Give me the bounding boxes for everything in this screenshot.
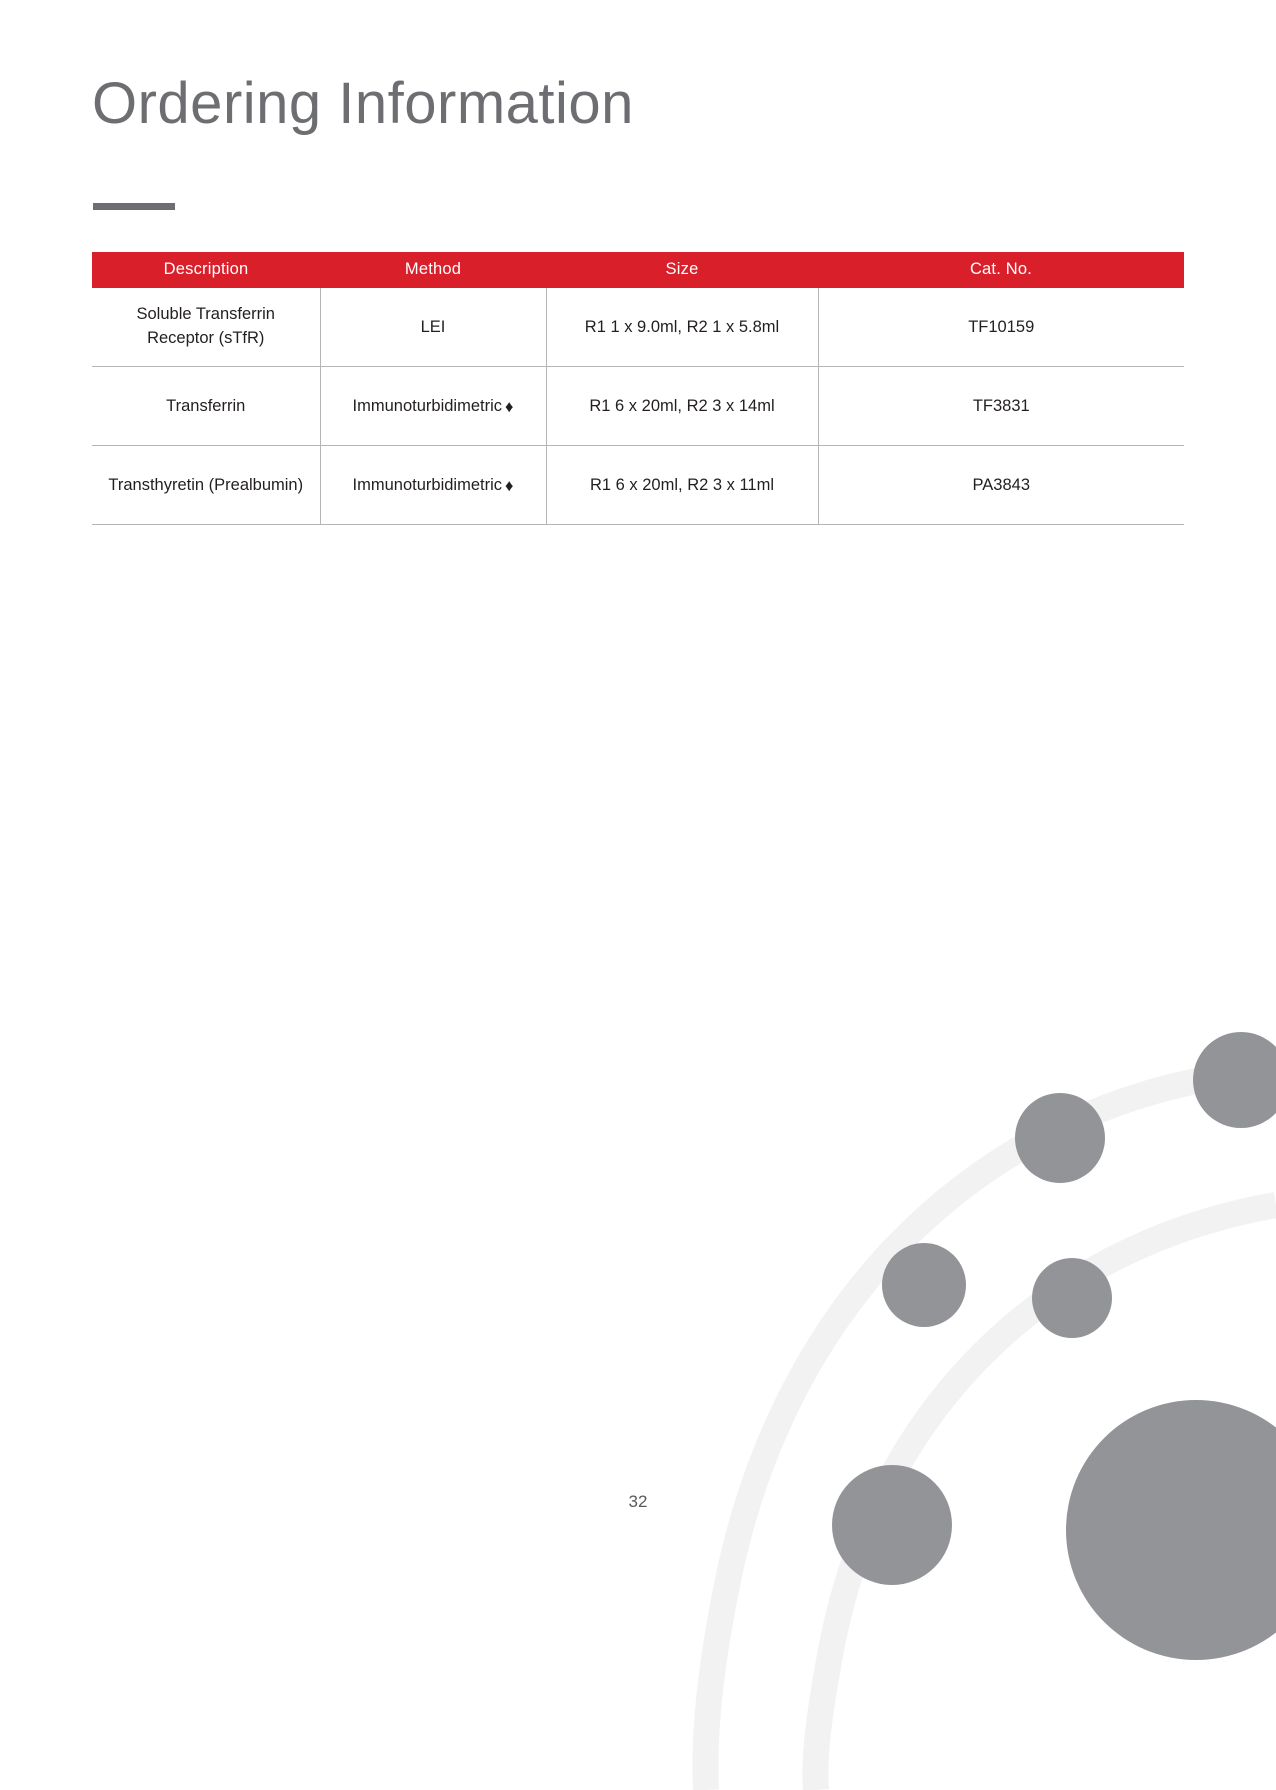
ordering-information-table (92, 252, 1184, 525)
cell-method (320, 288, 546, 367)
cell-size: R1 6 x 20ml, R2 3 x 14ml (546, 367, 818, 446)
description-line-1: Transthyretin (Prealbumin) (108, 475, 304, 494)
page-number: 32 (628, 1492, 648, 1511)
droplet-icon: ♦ (505, 476, 514, 495)
column-header-method: Method (320, 252, 546, 288)
description-line-1: Soluble Transferrin (136, 305, 275, 324)
method-label: LEI (420, 317, 446, 336)
title-divider (93, 203, 175, 210)
cell-size: R1 6 x 20ml, R2 3 x 11ml (546, 446, 818, 525)
description-line-2: Receptor (sTfR) (147, 329, 265, 347)
method-label: Immunoturbidimetric (352, 475, 503, 494)
droplet-icon: ♦ (505, 397, 514, 416)
cell-method (320, 367, 546, 446)
table-row (92, 288, 1184, 367)
table-row (92, 446, 1184, 525)
table-row (92, 367, 1184, 446)
cell-method (320, 446, 546, 525)
table-header-row (92, 252, 1184, 288)
cell-cat-no: PA3843 (818, 446, 1184, 525)
decorative-graphic (576, 1030, 1276, 1790)
cell-cat-no: TF3831 (818, 367, 1184, 446)
column-header-description: Description (92, 252, 320, 288)
cell-description (92, 288, 320, 367)
column-header-cat-no: Cat. No. (818, 252, 1184, 288)
description-line-1: Transferrin (166, 396, 246, 415)
column-header-size: Size (546, 252, 818, 288)
cell-description (92, 446, 320, 525)
cell-description (92, 367, 320, 446)
cell-cat-no: TF10159 (818, 288, 1184, 367)
page-title: Ordering Information (92, 71, 634, 136)
cell-size: R1 1 x 9.0ml, R2 1 x 5.8ml (546, 288, 818, 367)
method-label: Immunoturbidimetric (352, 396, 503, 415)
